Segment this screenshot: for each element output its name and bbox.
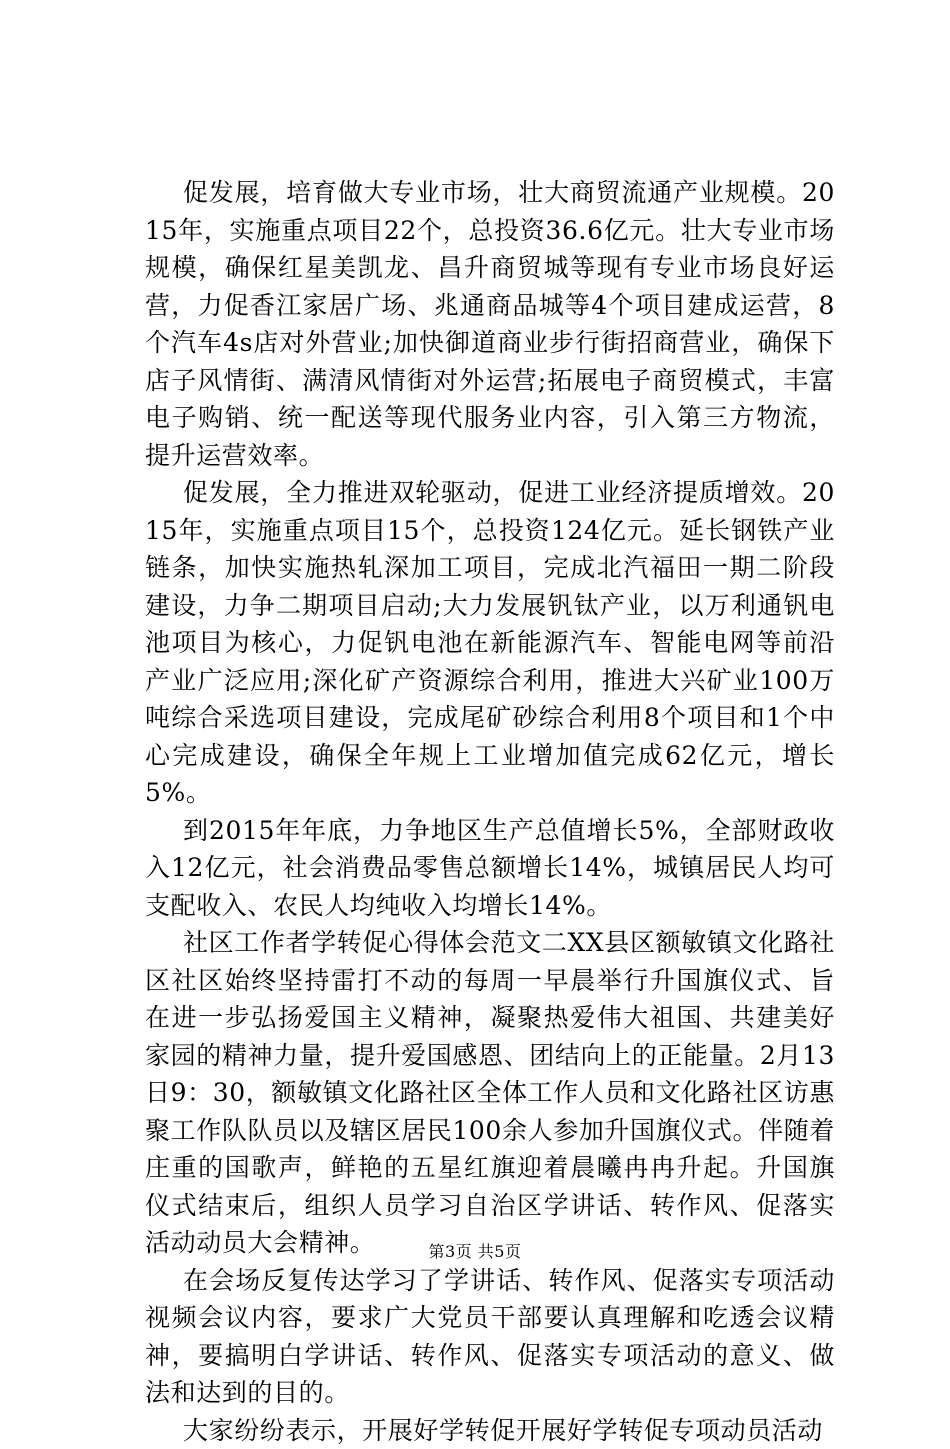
paragraph-community-flag: 社区工作者学转促心得体会范文二XX县区额敏镇文化路社区社区始终坚持雷打不动的每周一早晨举行升国旗仪式、旨在进一步弘扬爱国主义精神，凝聚热爱伟大祖国、共建美好家园的精神力量，提升爱国感恩、团结向上的正能量。2月13日9：30，额敏镇文化路社区全体工作人员和文化路社区访惠聚工作队队员以及辖区居民100余人参加升国旗仪式。伴随着庄重的国歌声，鲜艳的五星红旗迎着晨曦冉冉升起。升国旗仪式结束后，组织人员学习自治区学讲话、转作风、促落实活动动员大会精神。 [145,924,835,1262]
paragraph-targets: 到2015年年底，力争地区生产总值增长5%，全部财政收入12亿元，社会消费品零售总额增长14%，城镇居民人均可支配收入、农民人均纯收入均增长14%。 [145,812,835,925]
paragraph-commerce: 促发展，培育做大专业市场，壮大商贸流通产业规模。2015年，实施重点项目22个，总投资36.6亿元。壮大专业市场规模，确保红星美凯龙、昌升商贸城等现有专业市场良好运营，力促香江家居广场、兆通商品城等4个项目建成运营，8个汽车4s店对外营业;加快御道商业步行街招商营业，确保下店子风情街、满清风情街对外运营;拓展电子商贸模式，丰富电子购销、统一配送等现代服务业内容，引入第三方物流，提升运营效率。 [145,174,835,474]
paragraph-industry: 促发展，全力推进双轮驱动，促进工业经济提质增效。2015年，实施重点项目15个，总投资124亿元。延长钢铁产业链条，加快实施热轧深加工项目，完成北汽福田一期二阶段建设，力争二期项目启动;大力发展钒钛产业，以万利通钒电池项目为核心，力促钒电池在新能源汽车、智能电网等前沿产业广泛应用;深化矿产资源综合利用，推进大兴矿业100万吨综合采选项目建设，完成尾矿砂综合利用8个项目和1个中心完成建设，确保全年规上工业增加值完成62亿元，增长5%。 [145,474,835,812]
paragraph-meeting: 在会场反复传达学习了学讲话、转作风、促落实专项活动视频会议内容，要求广大党员干部要认真理解和吃透会议精神，要搞明白学讲话、转作风、促落实专项活动的意义、做法和达到的目的。 [145,1262,835,1412]
paragraph-response: 大家纷纷表示，开展好学转促开展好学转促专项动员活动 [145,1412,835,1449]
page-footer: 第3页 共5页 [0,1242,950,1262]
